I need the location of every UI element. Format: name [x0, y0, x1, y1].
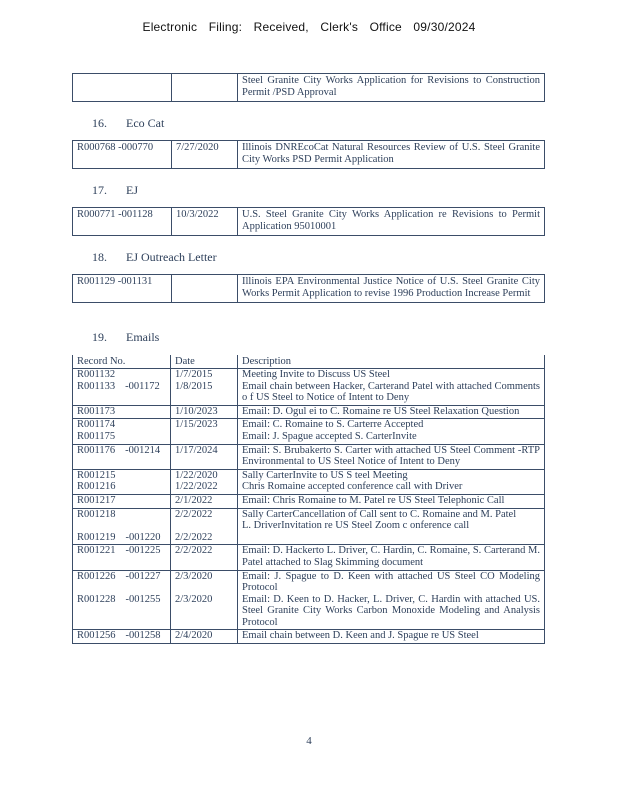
- description-line: Email: J. Spague to D. Keen with attached US Steel CO Modeling Protocol: [242, 570, 540, 594]
- date-cell: [171, 630, 238, 644]
- ej-table: [72, 207, 545, 236]
- date-cell: [171, 469, 238, 494]
- description-cell: [238, 494, 545, 508]
- date-line: 2/4/2020: [175, 630, 213, 642]
- date-line: 1/8/2015: [175, 380, 213, 392]
- description-cell: Illinois DNREcoCat Natural Resources Review of U.S. Steel Granite City Works PSD Permit Application: [238, 141, 545, 169]
- record-line: [77, 431, 166, 443]
- table-row: [73, 208, 545, 236]
- table-row: [73, 275, 545, 303]
- table-row: [73, 494, 545, 508]
- date-line: 1/22/2020: [175, 469, 218, 481]
- record-start: R001175: [77, 430, 116, 442]
- date-cell: 7/27/2020: [172, 141, 238, 169]
- record-line: [77, 481, 166, 493]
- date-cell: 10/3/2022: [172, 208, 238, 236]
- section-heading-eco-cat: [92, 116, 164, 131]
- record-cell: [73, 405, 171, 419]
- record-cell: [73, 444, 171, 469]
- table-row: [73, 419, 545, 444]
- description-cell: [238, 405, 545, 419]
- date-line: 1/17/2024: [175, 444, 218, 456]
- record-cell: R001129 -001131: [73, 275, 172, 303]
- record-start: R001132: [77, 369, 116, 380]
- description-cell: [238, 508, 545, 545]
- date-line: 2/3/2020: [175, 570, 213, 582]
- record-line: [77, 594, 166, 606]
- record-start: R001256: [77, 630, 116, 642]
- date-cell: [171, 405, 238, 419]
- record-start: R001176: [77, 444, 116, 456]
- record-start: R001215: [77, 469, 116, 481]
- description-line: Meeting Invite to Discuss US Steel: [242, 369, 390, 380]
- record-line: [77, 532, 166, 544]
- description-cell: U.S. Steel Granite City Works Application re Revisions to Permit Application 95010001: [238, 208, 545, 236]
- record-end: -001227: [125, 570, 161, 582]
- table-row: [73, 545, 545, 570]
- section-heading-emails: [92, 330, 159, 345]
- table-row: [73, 508, 545, 545]
- date-line: [175, 582, 233, 594]
- record-end: -001214: [125, 444, 161, 456]
- record-start: R001228: [77, 593, 116, 605]
- section-title: EJ: [126, 183, 138, 197]
- record-cell: [73, 469, 171, 494]
- section-title: Emails: [126, 330, 160, 344]
- record-end: -001255: [125, 593, 161, 605]
- date-cell: [171, 444, 238, 469]
- description-line: Email: D. Ogul ei to C. Romaine re US Steel Relaxation Question: [242, 405, 520, 417]
- ej-outreach-table: [72, 274, 545, 303]
- date-line: 2/1/2022: [175, 494, 213, 506]
- table-header-row: [73, 355, 545, 369]
- record-line: [77, 369, 166, 381]
- description-cell: [238, 630, 545, 644]
- record-line: [77, 381, 166, 393]
- date-cell: [171, 570, 238, 630]
- description-cell: Steel Granite City Works Application for Revisions to Construction Permit /PSD Approval: [238, 74, 545, 102]
- record-cell: [73, 630, 171, 644]
- emails-table-body: [73, 369, 545, 644]
- description-line: Email chain between D. Keen and J. Spague re US Steel: [242, 630, 479, 642]
- record-start: R001174: [77, 419, 116, 431]
- record-start: R001216: [77, 481, 116, 493]
- description-line: Email: S. Brubakerto S. Carter with attached US Steel Comment -RTP Environmental to US Steel Notice of Intent to Deny: [242, 444, 540, 468]
- date-line: 1/15/2023: [175, 419, 218, 431]
- record-line: [77, 509, 166, 521]
- date-line: [175, 520, 233, 532]
- record-cell: [73, 369, 171, 406]
- record-start: R001219: [77, 531, 116, 543]
- date-line: 1/22/2022: [175, 481, 218, 493]
- date-cell: [171, 369, 238, 406]
- date-line: 2/2/2022: [175, 508, 213, 520]
- description-line: Email: J. Spague accepted S. CarterInvite: [242, 430, 417, 442]
- record-cell: [73, 74, 172, 102]
- record-cell: R000771 -001128: [73, 208, 172, 236]
- table-row: [73, 369, 545, 406]
- description-line: Email: D. Keen to D. Hacker, L. Driver, C. Hardin with attached US. Steel Granite City Works Carbon Monoxide Modeling and Analysis Protocol: [242, 593, 540, 628]
- page-number: 4: [306, 735, 312, 747]
- record-cell: R000768 -000770: [73, 141, 172, 169]
- record-line: [77, 630, 166, 642]
- record-start: R001217: [77, 494, 116, 506]
- record-start: R001173: [77, 405, 116, 417]
- table-row: [73, 141, 545, 169]
- table-row: [73, 570, 545, 630]
- description-cell: [238, 469, 545, 494]
- section-title: Eco Cat: [126, 116, 165, 130]
- description-line: Email chain between Hacker, Carterand Patel with attached Comments o f US Steel to Notice of Intent to Deny: [242, 380, 540, 404]
- record-cell: [73, 419, 171, 444]
- record-cell: [73, 570, 171, 630]
- record-cell: [73, 508, 171, 545]
- record-end: -001220: [125, 531, 161, 543]
- section-number: 18.: [92, 250, 107, 264]
- description-cell: [238, 444, 545, 469]
- date-line: 1/10/2023: [175, 405, 218, 417]
- section-number: 16.: [92, 116, 107, 130]
- description-cell: [238, 369, 545, 406]
- description-line: Email: D. Hackerto L. Driver, C. Hardin, C. Romaine, S. Carterand M. Patel attached to Slag Skimming document: [242, 545, 540, 568]
- record-cell: [73, 545, 171, 570]
- table-row: [73, 630, 545, 644]
- date-cell: [172, 74, 238, 102]
- table-row: [73, 405, 545, 419]
- description-line: Email: C. Romaine to S. Carterre Accepted: [242, 419, 424, 431]
- filing-header: Electronic Filing: Received, Clerk's Office 09/30/2024: [142, 20, 476, 34]
- date-line: 2/2/2022: [175, 531, 213, 543]
- record-start: R001133: [77, 380, 116, 392]
- section-heading-ej: [92, 183, 138, 198]
- description-cell: [238, 570, 545, 630]
- section-heading-ej-outreach-letter: [92, 250, 217, 265]
- table-row: [73, 444, 545, 469]
- section-title: EJ Outreach Letter: [126, 250, 217, 264]
- record-end: -001225: [125, 545, 161, 557]
- record-line: [77, 571, 166, 583]
- date-cell: [171, 545, 238, 570]
- continuation-table: [72, 73, 545, 102]
- date-cell: [171, 494, 238, 508]
- record-line: [77, 520, 166, 532]
- record-line: [77, 470, 166, 482]
- description-line: Chris Romaine accepted conference call with Driver: [242, 481, 463, 493]
- record-start: R001221: [77, 545, 116, 557]
- date-line: 1/7/2015: [175, 369, 213, 380]
- column-header-description: Description: [238, 355, 545, 369]
- description-line: Sally CarterInvite to US S teel Meeting: [242, 469, 408, 481]
- description-cell: [238, 545, 545, 570]
- column-header-record: Record No.: [73, 355, 171, 369]
- emails-table: [72, 355, 545, 644]
- section-number: 19.: [92, 330, 107, 344]
- section-number: 17.: [92, 183, 107, 197]
- record-end: -001172: [125, 380, 160, 392]
- record-start: R001226: [77, 570, 116, 582]
- date-cell: [171, 419, 238, 444]
- date-cell: [171, 508, 238, 545]
- description-line: L. DriverInvitation re US Steel Zoom c onference call: [242, 520, 470, 532]
- column-header-date: Date: [171, 355, 238, 369]
- record-start: R001218: [77, 508, 116, 520]
- eco-cat-table: [72, 140, 545, 169]
- table-row: [73, 74, 545, 102]
- record-line: [77, 445, 166, 457]
- date-line: 2/2/2022: [175, 545, 213, 557]
- record-line: [77, 582, 166, 594]
- record-end: -001258: [125, 630, 161, 642]
- record-line: [77, 545, 166, 557]
- record-line: [77, 406, 166, 418]
- table-row: [73, 469, 545, 494]
- date-cell: [172, 275, 238, 303]
- description-cell: Illinois EPA Environmental Justice Notice of U.S. Steel Granite City Works Permit Application to revise 1996 Production Increase Permit: [238, 275, 545, 303]
- record-line: [77, 419, 166, 431]
- record-line: [77, 495, 166, 507]
- record-cell: [73, 494, 171, 508]
- description-line: Sally CarterCancellation of Call sent to C. Romaine and M. Patel: [242, 508, 517, 520]
- description-line: Email: Chris Romaine to M. Patel re US Steel Telephonic Call: [242, 494, 505, 506]
- description-cell: [238, 419, 545, 444]
- date-line: 2/3/2020: [175, 593, 213, 605]
